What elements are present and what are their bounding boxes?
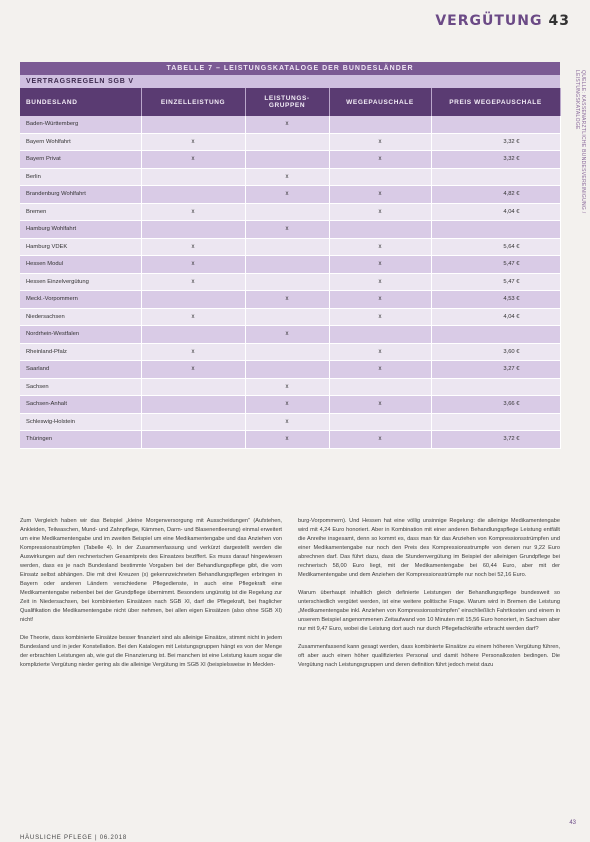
cell-einzelleistung: x: [141, 273, 245, 291]
cell-einzelleistung: x: [141, 203, 245, 221]
cell-wegepauschale: [329, 116, 431, 133]
section-header: [435, 13, 570, 29]
article-column-right: [298, 517, 560, 679]
cell-preis: 4,53 €: [431, 291, 560, 309]
cell-leistungsgruppen: [245, 361, 329, 379]
leistungskatalog-table: [20, 62, 560, 449]
cell-leistungsgruppen: x: [245, 186, 329, 204]
cell-bundesland: Bremen: [20, 203, 141, 221]
side-caption: [574, 70, 586, 240]
cell-einzelleistung: [141, 221, 245, 239]
cell-einzelleistung: x: [141, 361, 245, 379]
cell-preis: 3,32 €: [431, 151, 560, 169]
cell-wegepauschale: x: [329, 151, 431, 169]
table-row: [20, 133, 560, 151]
cell-preis: [431, 116, 560, 133]
cell-bundesland: Thüringen: [20, 431, 141, 449]
cell-preis: 3,72 €: [431, 431, 560, 449]
cell-leistungsgruppen: [245, 308, 329, 326]
table-row: [20, 396, 560, 414]
cell-wegepauschale: x: [329, 203, 431, 221]
cell-preis: 5,47 €: [431, 273, 560, 291]
header-leistungsgruppen: LEISTUNGS-GRUPPEN: [245, 88, 329, 116]
cell-preis: 3,32 €: [431, 133, 560, 151]
cell-einzelleistung: x: [141, 238, 245, 256]
table-row: [20, 343, 560, 361]
table-row: [20, 168, 560, 186]
cell-wegepauschale: x: [329, 308, 431, 326]
footer-publication: HÄUSLICHE PFLEGE | 06.2018: [20, 835, 128, 841]
table-body: [20, 116, 560, 448]
cell-wegepauschale: x: [329, 361, 431, 379]
table-row: [20, 326, 560, 344]
table-row: [20, 221, 560, 239]
cell-bundesland: Baden-Württemberg: [20, 116, 141, 133]
cell-einzelleistung: x: [141, 256, 245, 274]
table-row: [20, 361, 560, 379]
cell-bundesland: Berlin: [20, 168, 141, 186]
header-bundesland: BUNDESLAND: [20, 88, 141, 116]
article-body: [20, 517, 560, 679]
cell-einzelleistung: x: [141, 151, 245, 169]
cell-wegepauschale: x: [329, 431, 431, 449]
page-number-footer: 43: [569, 820, 576, 826]
cell-bundesland: Bayern Wohlfahrt: [20, 133, 141, 151]
cell-bundesland: Hamburg Wohlfahrt: [20, 221, 141, 239]
cell-wegepauschale: x: [329, 238, 431, 256]
cell-einzelleistung: [141, 168, 245, 186]
cell-preis: [431, 221, 560, 239]
cell-bundesland: Rheinland-Pfalz: [20, 343, 141, 361]
cell-preis: [431, 168, 560, 186]
cell-preis: [431, 413, 560, 431]
cell-leistungsgruppen: [245, 151, 329, 169]
cell-wegepauschale: x: [329, 133, 431, 151]
cell-bundesland: Niedersachsen: [20, 308, 141, 326]
cell-leistungsgruppen: x: [245, 221, 329, 239]
table-row: [20, 256, 560, 274]
table-grid: [20, 88, 561, 449]
cell-leistungsgruppen: x: [245, 168, 329, 186]
cell-bundesland: Hamburg VDEK: [20, 238, 141, 256]
paragraph: Zusammenfassend kann gesagt werden, dass kombinierte Einsätze zu einem höheren Vergütung führen, oft aber auch einen höher qualifiziertes Personal und damit höhere Personalkosten bedingen. Die Vergütung nach Leistungsgruppen und deren definition führt jedoch meist dazu: [298, 644, 560, 668]
cell-wegepauschale: x: [329, 256, 431, 274]
cell-wegepauschale: x: [329, 396, 431, 414]
table-row: [20, 116, 560, 133]
header-preis-wegepauschale: PREIS WEGEPAUSCHALE: [431, 88, 560, 116]
page-number-header: 43: [548, 13, 570, 29]
cell-wegepauschale: [329, 221, 431, 239]
paragraph: Die Theorie, dass kombinierte Einsätze besser finanziert sind als alleinige Einsätze, stimmt nicht in jedem Bundesland und in jeder Konstellation. Bei den Katalogen mit Leistungsgruppen hängt es von der Menge der erbrachten Leistungen ab, wie gut die Finanzierung ist. Bei manchen ist eine Leistung kaum sogar die komplizierte Vergütung nieder gering als die alleinige Vergütung im SGB XI (beispielsweise in Mecklen-: [20, 635, 282, 668]
paragraph: Warum überhaupt inhaltlich gleich definierte Leistungen der Behandlungspflege bundesweit so unterschiedlich vergütet werden, ist eine weitere politische Frage. Warum wird in Bremen die Leistung „Medikamentengabe inkl. Anziehen von Kompressionsstrümpfen“ einschließlich Fahrtkosten und einem in unserem Beispiel angenommenen Zeitaufwand von 10 Minuten mit 15,56 Euro honoriert, in Sachsen aber nur mit 9,47 Euro, wobei die Leistung dort auch nur durch Pflegefachkräfte erbracht werden darf?: [298, 590, 560, 632]
cell-leistungsgruppen: x: [245, 291, 329, 309]
cell-bundesland: Hessen Einzelvergütung: [20, 273, 141, 291]
table-row: [20, 431, 560, 449]
cell-bundesland: Bayern Privat: [20, 151, 141, 169]
table-row: [20, 238, 560, 256]
cell-preis: 4,04 €: [431, 308, 560, 326]
cell-wegepauschale: x: [329, 186, 431, 204]
table-row: [20, 308, 560, 326]
cell-leistungsgruppen: x: [245, 116, 329, 133]
table-row: [20, 186, 560, 204]
side-caption-text: QUELLE: KASSENÄRZTLICHE BUNDESVEREINIGUNG / LEISTUNGSKATALOGE: [574, 70, 586, 214]
cell-leistungsgruppen: [245, 273, 329, 291]
cell-wegepauschale: x: [329, 273, 431, 291]
cell-einzelleistung: [141, 186, 245, 204]
cell-preis: 3,27 €: [431, 361, 560, 379]
cell-bundesland: Sachsen: [20, 378, 141, 396]
cell-bundesland: Sachsen-Anhalt: [20, 396, 141, 414]
cell-preis: 4,04 €: [431, 203, 560, 221]
cell-preis: 5,64 €: [431, 238, 560, 256]
table-header-row: [20, 88, 560, 116]
table-row: [20, 273, 560, 291]
cell-einzelleistung: [141, 378, 245, 396]
cell-einzelleistung: [141, 116, 245, 133]
cell-einzelleistung: [141, 431, 245, 449]
cell-leistungsgruppen: x: [245, 413, 329, 431]
cell-wegepauschale: x: [329, 291, 431, 309]
cell-wegepauschale: [329, 413, 431, 431]
cell-preis: [431, 378, 560, 396]
cell-leistungsgruppen: [245, 256, 329, 274]
cell-einzelleistung: [141, 396, 245, 414]
cell-leistungsgruppen: [245, 343, 329, 361]
section-title: VERGÜTUNG: [435, 13, 543, 29]
cell-leistungsgruppen: x: [245, 326, 329, 344]
cell-leistungsgruppen: [245, 203, 329, 221]
cell-bundesland: Meckl.-Vorpommern: [20, 291, 141, 309]
cell-einzelleistung: [141, 326, 245, 344]
cell-wegepauschale: x: [329, 343, 431, 361]
cell-bundesland: Schleswig-Holstein: [20, 413, 141, 431]
cell-einzelleistung: x: [141, 343, 245, 361]
table-caption: TABELLE 7 – LEISTUNGSKATALOGE DER BUNDESLÄNDER: [20, 62, 560, 75]
cell-preis: 3,66 €: [431, 396, 560, 414]
cell-einzelleistung: [141, 291, 245, 309]
cell-preis: [431, 326, 560, 344]
cell-leistungsgruppen: x: [245, 431, 329, 449]
cell-preis: 3,60 €: [431, 343, 560, 361]
cell-preis: 5,47 €: [431, 256, 560, 274]
cell-einzelleistung: x: [141, 133, 245, 151]
cell-leistungsgruppen: [245, 238, 329, 256]
cell-wegepauschale: [329, 326, 431, 344]
cell-leistungsgruppen: [245, 133, 329, 151]
cell-leistungsgruppen: x: [245, 378, 329, 396]
table-row: [20, 378, 560, 396]
cell-wegepauschale: [329, 168, 431, 186]
header-wegepauschale: WEGEPAUSCHALE: [329, 88, 431, 116]
table-row: [20, 291, 560, 309]
cell-preis: 4,82 €: [431, 186, 560, 204]
table-row: [20, 151, 560, 169]
cell-einzelleistung: x: [141, 308, 245, 326]
header-einzelleistung: EINZELLEISTUNG: [141, 88, 245, 116]
table-row: [20, 413, 560, 431]
table-group-label: VERTRAGSREGELN SGB V: [20, 75, 560, 88]
cell-bundesland: Hessen Modul: [20, 256, 141, 274]
cell-bundesland: Saarland: [20, 361, 141, 379]
table-row: [20, 203, 560, 221]
cell-leistungsgruppen: x: [245, 396, 329, 414]
cell-einzelleistung: [141, 413, 245, 431]
paragraph: burg-Vorpommern). Und Hessen hat eine völlig unsinnige Regelung: die alleinige Medikamentengabe wird mit 4,24 Euro honoriert. Aber in Kombination mit einer anderen Behandlungspflege Leistung entfällt die Anreihe insgesamt, denn so kommt es, dass man für das Anziehen von Kompressionsstrümpfen und einer Medikamentengabe nur noch den Preis des Kompressionsstrumpfe von denen nur 9,22 Euro abrechnen darf. Das führt dazu, dass die Stundenvergütung im Beispiel der alleinigen Grundpflege bei rechnerisch 58,00 Euro liegt, mit der Medikamentengabe bei 60,44 Euro, aber mit der Medikamentengabe und dem Anziehen der Kompressionsstrümpfe nur noch bei 52,16 Euro.: [298, 518, 560, 578]
cell-bundesland: Nordrhein-Westfalen: [20, 326, 141, 344]
cell-wegepauschale: [329, 378, 431, 396]
cell-bundesland: Brandenburg Wohlfahrt: [20, 186, 141, 204]
article-column-left: [20, 517, 282, 679]
paragraph: Zum Vergleich haben wir das Beispiel „kleine Morgenversorgung mit Ausscheidungen“ (Aufstehen, Ankleiden, Teilwaschen, Mund- und Zahnpflege, Kämmen, Darm- und Blasenentleerung) einmal erweitert um eine Medikamentengabe und im zweiten Beispiel um eine Medikamentengabe und das Anziehen von Kompressionsstrümpfen (Tabelle 4). In der Zusammenfassung und verkürzt dargestellt werden die Auswirkungen auf den rechnerischen Gesamtpreis des Einsatzes beziffert. Es muss darauf hingewiesen werden, dass es je nach Bundesland bestimmte Vorgaben bei der Behandlungspflege gibt, die vom Einsatz selbst abhängen. Die mit drei Kreuzen (x) gekennzeichneten Behandlungspflegen erbringen in Bayern oder anderen Ländern verschiedene Pflegedienste, in auch eine Pflegekraft eine Medikamentengabe nebenbei bei der Grundpflege übernimmt. Besonders ungünstig ist die Regelung zur Zeit in Niedersachsen, bei kombinierten Einsätzen nach SGB XI, darf die Pflegekraft, bei fraglicher Qualifikation die Medikamentengabe nicht über nehmen, bei allen eigen Einsätzen (also ohne SGB XI) nicht!: [20, 518, 282, 623]
